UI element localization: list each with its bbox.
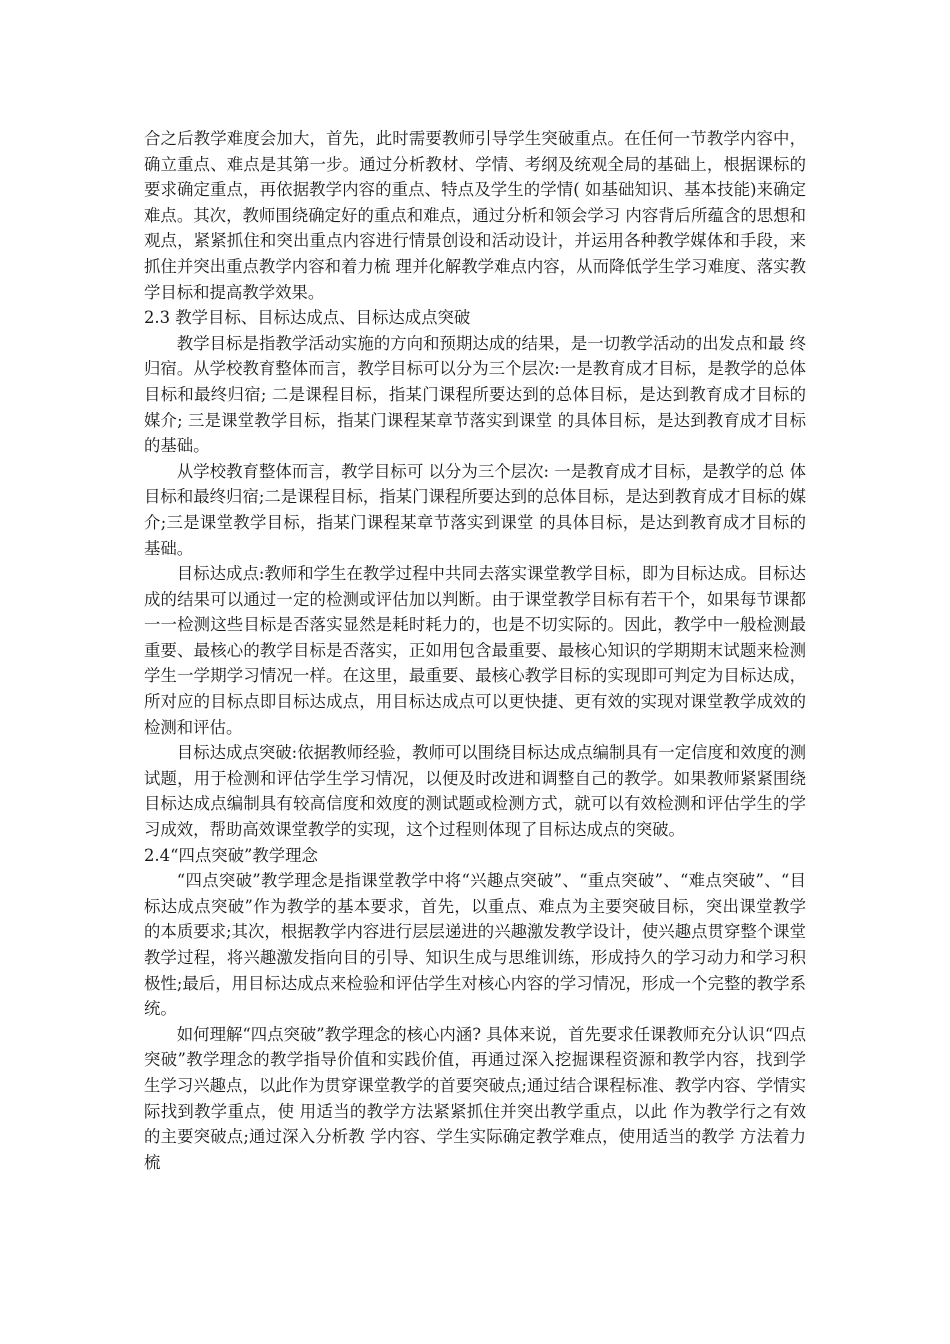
paragraph-teaching-goals: 教学目标是指教学活动实施的方向和预期达成的结果，是一切教学活动的出发点和最 终归宿。从学校教育整体而言，教学目标可以分为三个层次:一是教育成才目标，是教学的总体目标和最终归宿; 二是课程目标，指某门课程所要达到的总体目标，是达到教育成才目标的媒介; 三是课堂教学目标，指某门课程某章节落实到课堂 的具体目标，是达到教育成才目标的基础。 [144,333,806,456]
section-heading-2-3: 2.3 教学目标、目标达成点、目标达成点突破 [144,308,471,328]
paragraph-continuation: 合之后教学难度会加大，首先，此时需要教师引导学生突破重点。在任何一节教学内容中，确立重点、难点是其第一步。通过分析教材、学情、考纲及统观全局的基础上，根据课标的要求确定重点，再依据教学内容的重点、特点及学生的学情( 如基础知识、基本技能)来确定难点。其次，教师围绕确定好的重点和难点，通过分析和领会学习 内容背后所蕴含的思想和观点，紧紧抓住和突出重点内容进行情景创设和活动设计，并运用各种教学媒体和手段，来抓住并突出重点教学内容和着力梳 理并化解教学难点内容，从而降低学生学习难度、落实教学目标和提高教学效果。 [144,129,806,302]
paragraph-four-points-concept: “四点突破”教学理念是指课堂教学中将“兴趣点突破”、“重点突破”、“难点突破”、“目标达成点突破”作为教学的基本要求，首先，以重点、难点为主要突破目标，突出课堂教学的本质要求;其次，根据教学内容进行层层递进的兴趣激发教学设计，使兴趣点贯穿整个课堂教学过程，将兴趣激发指向目的引导、知识生成与思维训练，形成持久的学习动力和学习积极性;最后，用目标达成点来检验和评估学生对核心内容的学习情况，形成一个完整的教学系统。 [144,871,806,1019]
paragraph-goal-achievement-point: 目标达成点:教师和学生在教学过程中共同去落实课堂教学目标，即为目标达成。目标达成的结果可以通过一定的检测或评估加以判断。由于课堂教学目标有若干个，如果每节课都一一检测这些目标是否落实显然是耗时耗力的，也是不切实际的。因此，教学中一般检测最重要、最核心的教学目标是否落实，正如用包含最重要、最核心知识的学期期末试题来检测学生一学期学习情况一样。在这里，最重要、最核心教学目标的实现即可判定为目标达成，所对应的目标点即目标达成点，用目标达成点可以更快捷、更有效的实现对课堂教学成效的检测和评估。 [144,564,806,737]
paragraph-core-connotation: 如何理解“四点突破”教学理念的核心内涵? 具体来说，首先要求任课教师充分认识“四点突破”教学理念的教学指导价值和实践价值，再通过深入挖掘课程资源和教学内容，找到学生学习兴趣点，以此作为贯穿课堂教学的首要突破点;通过结合课程标准、教学内容、学情实际找到教学重点，使 用适当的教学方法紧紧抓住并突出教学重点，以此 作为教学行之有效的主要突破点;通过深入分析教 学内容、学生实际确定教学难点，使用适当的教学 方法着力梳 [144,1024,806,1172]
paragraph-achievement-breakthrough: 目标达成点突破:依据教师经验，教师可以围绕目标达成点编制具有一定信度和效度的测试题，用于检测和评估学生学习情况，以便及时改进和调整自己的教学。如果教师紧紧围绕目标达成点编制具有较高信度和效度的测试题或检测方式，就可以有效检测和评估学生的学习成效，帮助高效课堂教学的实现，这个过程则体现了目标达成点的突破。 [144,743,806,840]
paragraph-goal-levels: 从学校教育整体而言，教学目标可 以分为三个层次: 一是教育成才目标，是教学的总 体目标和最终归宿;二是课程目标，指某门课程所要达到的总体目标，是达到教育成才目标的媒介;三是课堂教学目标，指某门课程某章节落实到课堂 的具体目标，是达到教育成才目标的基础。 [144,461,806,558]
section-heading-2-4: 2.4“四点突破”教学理念 [144,845,318,865]
document-body [144,126,806,1175]
